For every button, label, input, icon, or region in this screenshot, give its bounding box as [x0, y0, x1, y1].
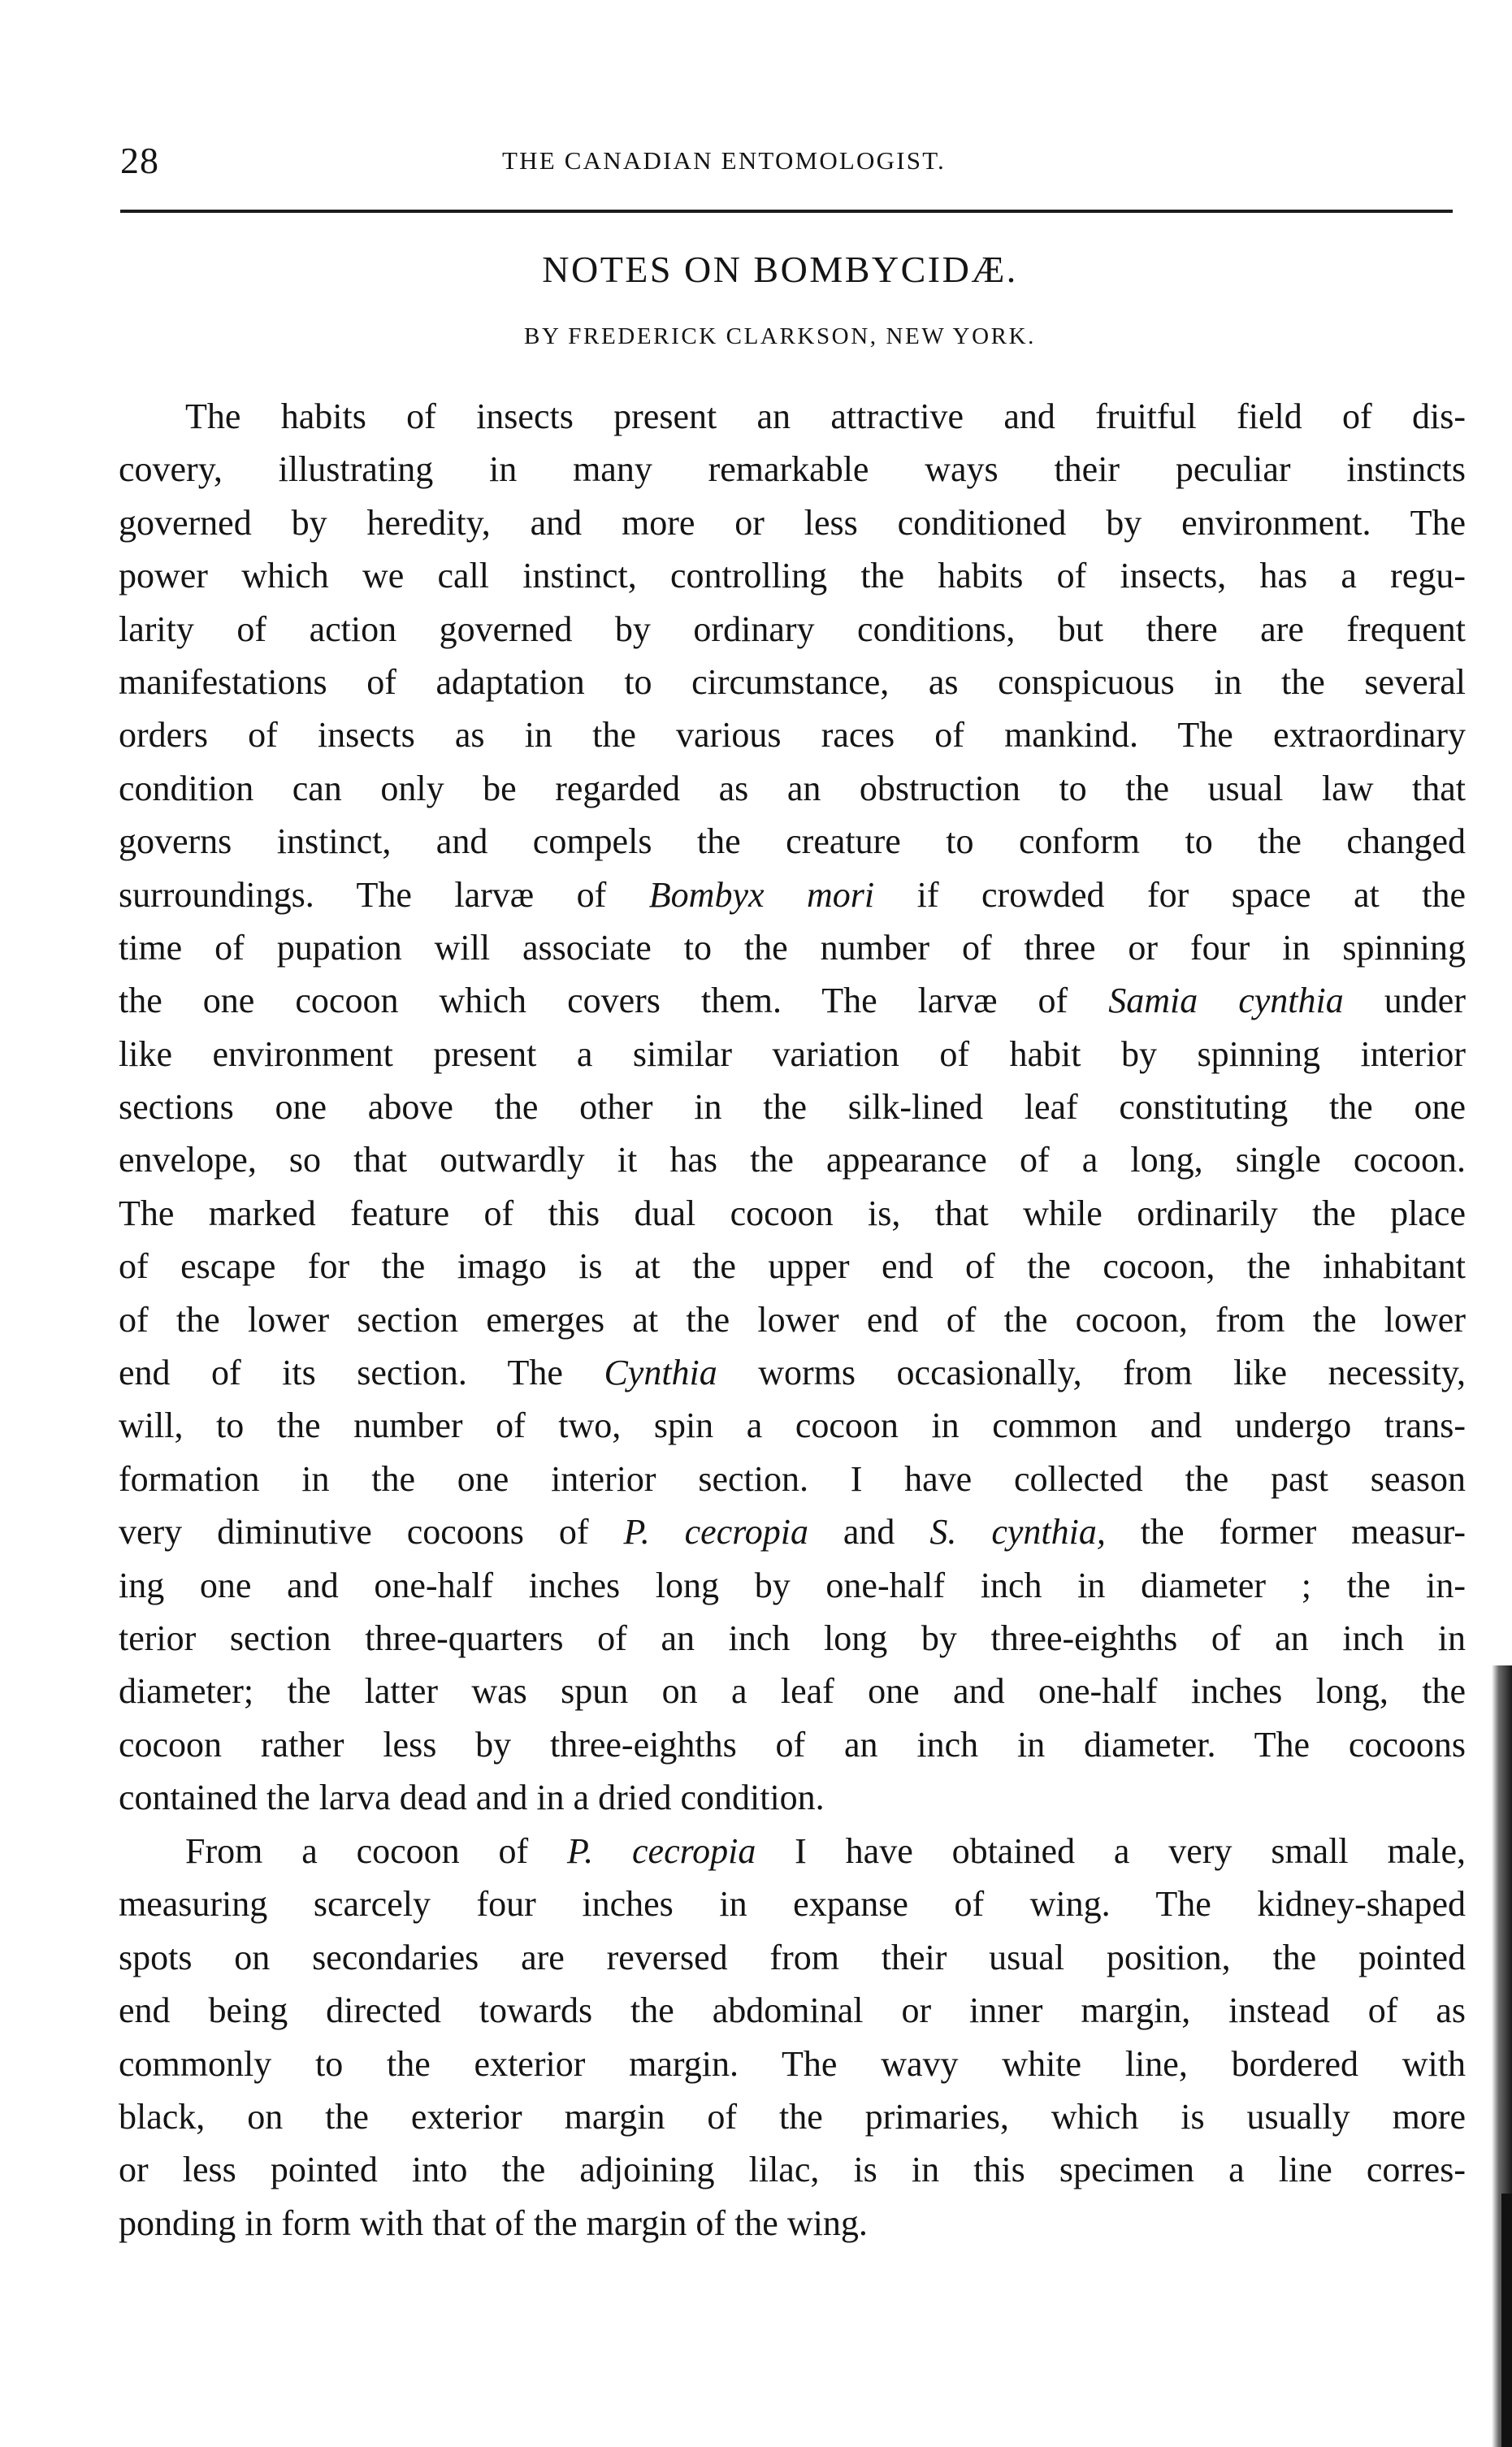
- text-segment: manifestations of adaptation to circumstance, as conspicuous in the several: [119, 661, 1466, 702]
- text-segment: worms occasionally, from like necessity,: [717, 1353, 1467, 1393]
- text-segment: time of pupation will associate to the number of three or four in spinning: [119, 927, 1466, 968]
- text-line: [119, 1505, 1466, 1558]
- text-segment: like environment present a similar variation of habit by spinning interior: [119, 1033, 1466, 1074]
- text-segment: under: [1343, 981, 1466, 1021]
- text-segment: The marked feature of this dual cocoon is, that while ordinarily the place: [119, 1193, 1466, 1233]
- text-segment: contained the larva dead and in a dried condition.: [119, 1778, 825, 1818]
- text-segment: ponding in form with that of the margin of the wing.: [119, 2202, 868, 2243]
- text-segment: or less pointed into the adjoining lilac, is in this specimen a line corres-: [119, 2150, 1466, 2190]
- text-line: [119, 2090, 1466, 2143]
- header-rule: [120, 210, 1453, 213]
- text-segment: governed by heredity, and more or less conditioned by environment. The: [119, 502, 1466, 543]
- text-segment: sections one above the other in the silk-lined leaf constituting the one: [119, 1087, 1466, 1128]
- text-line: [119, 1984, 1466, 2037]
- running-head: [120, 136, 1453, 185]
- text-line: [119, 603, 1466, 656]
- article-title: NOTES ON BOMBYCIDÆ.: [542, 249, 1018, 290]
- italic-species-name: Samia cynthia: [1108, 981, 1344, 1021]
- text-segment: envelope, so that outwardly it has the appearance of a long, single cocoon.: [119, 1140, 1466, 1180]
- text-segment: orders of insects as in the various races of mankind. The extraordinary: [119, 715, 1466, 756]
- text-segment: cocoon rather less by three-eighths of an inch in diameter. The cocoons: [119, 1724, 1466, 1765]
- text-line: [119, 1081, 1466, 1133]
- text-segment: commonly to the exterior margin. The wavy white line, bordered with: [119, 2043, 1466, 2084]
- text-segment: covery, illustrating in many remarkable ways their peculiar instincts: [119, 449, 1466, 490]
- text-line: [119, 1028, 1466, 1081]
- text-line: [119, 1293, 1466, 1346]
- text-segment: the one cocoon which covers them. The larvæ of: [119, 981, 1109, 1021]
- text-segment: I have obtained a very small male,: [756, 1831, 1466, 1871]
- body-paragraph-1: [119, 390, 1466, 1825]
- text-line: [119, 921, 1466, 974]
- text-line: [119, 2143, 1466, 2196]
- text-segment: end being directed towards the abdominal or inner margin, instead of as: [119, 1990, 1466, 2031]
- text-segment: black, on the exterior margin of the primaries, which is usually more: [119, 2096, 1466, 2137]
- page-number: 28: [120, 140, 159, 181]
- text-segment: of escape for the imago is at the upper end of the cocoon, the inhabitant: [119, 1246, 1466, 1287]
- text-segment: will, to the number of two, spin a cocoon in common and undergo trans-: [119, 1405, 1466, 1446]
- text-segment: formation in the one interior section. I have collected the past season: [119, 1458, 1466, 1499]
- text-segment: power which we call instinct, controlling the habits of insects, has a regu-: [119, 556, 1466, 596]
- text-segment: and: [808, 1512, 930, 1553]
- text-segment: The habits of insects present an attractive and fruitful field of dis-: [185, 396, 1466, 436]
- text-segment: larity of action governed by ordinary conditions, but there are frequent: [119, 609, 1466, 649]
- text-line: [119, 1771, 1466, 1824]
- text-line: [119, 1559, 1466, 1612]
- text-segment: very diminutive cocoons of: [119, 1512, 624, 1553]
- text-segment: of the lower section emerges at the lower end of the cocoon, from the lower: [119, 1299, 1466, 1340]
- text-segment: measuring scarcely four inches in expanse of wing. The kidney-shaped: [119, 1884, 1466, 1925]
- text-line: [119, 1399, 1466, 1452]
- text-line: [119, 656, 1466, 708]
- text-segment: if crowded for space at the: [874, 874, 1467, 915]
- text-segment: ing one and one-half inches long by one-half inch in diameter ; the in-: [119, 1565, 1466, 1605]
- text-line: [119, 1453, 1466, 1505]
- text-segment: governs instinct, and compels the creature to conform to the changed: [119, 821, 1466, 862]
- text-segment: spots on secondaries are reversed from their usual position, the pointed: [119, 1937, 1466, 1977]
- text-segment: surroundings. The larvæ of: [119, 874, 649, 915]
- text-line: [119, 815, 1466, 868]
- text-line: [119, 1718, 1466, 1771]
- text-segment: From a cocoon of: [185, 1831, 567, 1871]
- text-line: [119, 1612, 1466, 1665]
- italic-species-name: Bombyx mori: [648, 874, 875, 915]
- text-segment: condition can only be regarded as an obstruction to the usual law that: [119, 768, 1466, 808]
- text-segment: diameter; the latter was spun on a leaf one and one-half inches long, the: [119, 1671, 1466, 1712]
- italic-species-name: P. cecropia: [566, 1831, 756, 1871]
- italic-species-name: S. cynthia,: [929, 1512, 1106, 1553]
- text-line: [119, 868, 1466, 921]
- text-line: [119, 1346, 1466, 1399]
- scan-edge-dark: [1501, 2194, 1512, 2447]
- text-line: [119, 390, 1466, 443]
- text-line: [119, 1133, 1466, 1186]
- article-byline: BY FREDERICK CLARKSON, NEW YORK.: [524, 323, 1036, 349]
- text-line: [119, 762, 1466, 815]
- italic-species-name: Cynthia: [604, 1353, 717, 1393]
- text-line: [119, 708, 1466, 761]
- text-line: [119, 1931, 1466, 1984]
- journal-title: THE CANADIAN ENTOMOLOGIST.: [502, 146, 946, 175]
- text-line: [119, 1877, 1466, 1930]
- text-line: [119, 1825, 1466, 1877]
- text-segment: terior section three-quarters of an inch long by three-eighths of an inch in: [119, 1618, 1466, 1658]
- text-line: [119, 496, 1466, 549]
- text-line: [119, 549, 1466, 602]
- text-line: [119, 1240, 1466, 1293]
- text-line: [119, 2038, 1466, 2090]
- text-segment: the former measur-: [1105, 1512, 1467, 1553]
- text-line: [119, 2197, 1466, 2250]
- text-line: [119, 1187, 1466, 1240]
- body-paragraph-2: [119, 1825, 1466, 2250]
- text-line: [119, 974, 1466, 1027]
- italic-species-name: P. cecropia: [623, 1512, 808, 1553]
- text-line: [119, 443, 1466, 496]
- text-line: [119, 1665, 1466, 1717]
- text-segment: end of its section. The: [119, 1353, 604, 1393]
